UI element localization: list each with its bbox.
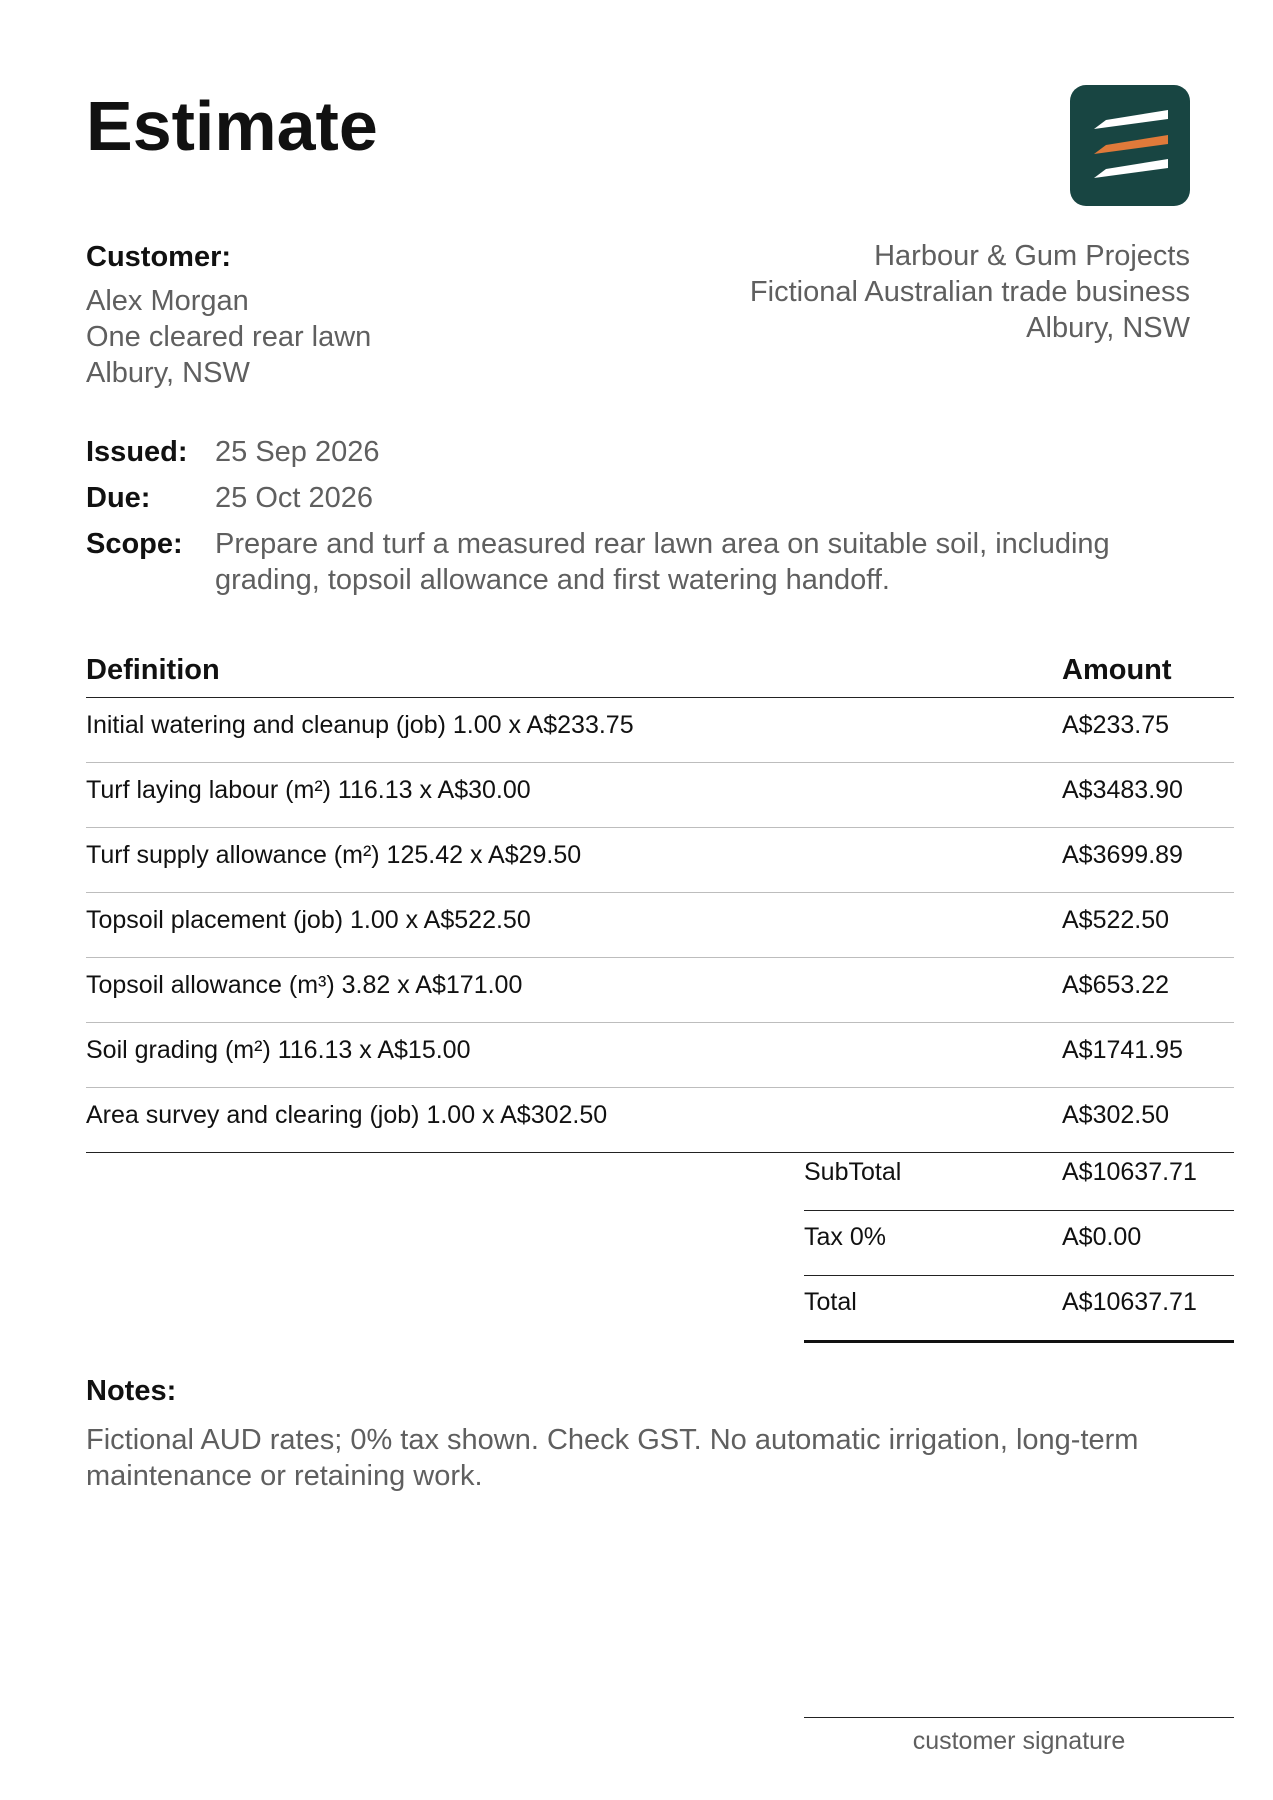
table-row bbox=[86, 1023, 1234, 1088]
line-item-amount: A$3699.89 bbox=[1062, 841, 1183, 869]
line-item-definition: Turf laying labour (m²) 116.13 x A$30.00 bbox=[86, 776, 531, 804]
table-row bbox=[86, 1088, 1234, 1153]
total-value: A$10637.71 bbox=[1062, 1288, 1197, 1316]
definition-column-header: Definition bbox=[86, 654, 220, 686]
scope-label: Scope: bbox=[86, 528, 183, 560]
company-details bbox=[750, 238, 1190, 346]
line-item-amount: A$302.50 bbox=[1062, 1101, 1170, 1129]
tax-value: A$0.00 bbox=[1062, 1223, 1142, 1251]
line-item-definition: Topsoil placement (job) 1.00 x A$522.50 bbox=[86, 906, 531, 934]
total-label: Total bbox=[804, 1288, 857, 1316]
table-header bbox=[86, 650, 1234, 698]
table-row bbox=[86, 958, 1234, 1023]
subtotal-label: SubTotal bbox=[804, 1158, 902, 1186]
due-date: 25 Oct 2026 bbox=[215, 482, 373, 514]
line-item-amount: A$3483.90 bbox=[1062, 776, 1183, 804]
subtotal-row bbox=[804, 1146, 1234, 1211]
amount-column-header: Amount bbox=[1062, 654, 1172, 686]
table-row bbox=[86, 763, 1234, 828]
line-item-definition: Topsoil allowance (m³) 3.82 x A$171.00 bbox=[86, 971, 523, 999]
line-item-definition: Area survey and clearing (job) 1.00 x A$302.50 bbox=[86, 1101, 608, 1129]
customer-location: Albury, NSW bbox=[86, 357, 250, 389]
line-item-definition: Turf supply allowance (m²) 125.42 x A$29.50 bbox=[86, 841, 582, 869]
line-item-amount: A$233.75 bbox=[1062, 711, 1170, 739]
tax-row bbox=[804, 1211, 1234, 1276]
table-row bbox=[86, 828, 1234, 893]
notes-text: Fictional AUD rates; 0% tax shown. Check GST. No automatic irrigation, long-term maintenance or retaining work. bbox=[86, 1424, 1139, 1492]
customer-details bbox=[86, 283, 371, 391]
company-location: Albury, NSW bbox=[1026, 312, 1190, 344]
scope-text: Prepare and turf a measured rear lawn area on suitable soil, including grading, topsoil allowance and first watering handoff. bbox=[215, 528, 1110, 596]
company-descriptor: Fictional Australian trade business bbox=[749, 276, 1190, 308]
tax-label: Tax 0% bbox=[804, 1223, 886, 1251]
line-item-amount: A$522.50 bbox=[1062, 906, 1170, 934]
subtotal-value: A$10637.71 bbox=[1062, 1158, 1197, 1186]
line-item-amount: A$653.22 bbox=[1062, 971, 1170, 999]
totals-block bbox=[804, 1146, 1234, 1343]
total-row bbox=[804, 1276, 1234, 1343]
customer-site: One cleared rear lawn bbox=[86, 321, 372, 353]
customer-name: Alex Morgan bbox=[86, 285, 249, 317]
notes-label: Notes: bbox=[86, 1375, 177, 1407]
document-title: Estimate bbox=[86, 87, 378, 165]
due-label: Due: bbox=[86, 482, 151, 514]
line-items-table bbox=[86, 650, 1234, 1153]
company-name: Harbour & Gum Projects bbox=[874, 240, 1190, 272]
issued-label: Issued: bbox=[86, 436, 188, 468]
table-row bbox=[86, 893, 1234, 958]
signature-label: customer signature bbox=[912, 1727, 1126, 1755]
line-item-definition: Soil grading (m²) 116.13 x A$15.00 bbox=[86, 1036, 471, 1064]
issued-date: 25 Sep 2026 bbox=[215, 436, 380, 468]
customer-label: Customer: bbox=[86, 241, 232, 273]
line-item-definition: Initial watering and cleanup (job) 1.00 x A$233.75 bbox=[86, 711, 634, 739]
line-item-amount: A$1741.95 bbox=[1062, 1036, 1183, 1064]
table-row bbox=[86, 698, 1234, 763]
signature-line bbox=[804, 1717, 1234, 1718]
stacked-layers-logo-icon bbox=[1070, 85, 1190, 206]
